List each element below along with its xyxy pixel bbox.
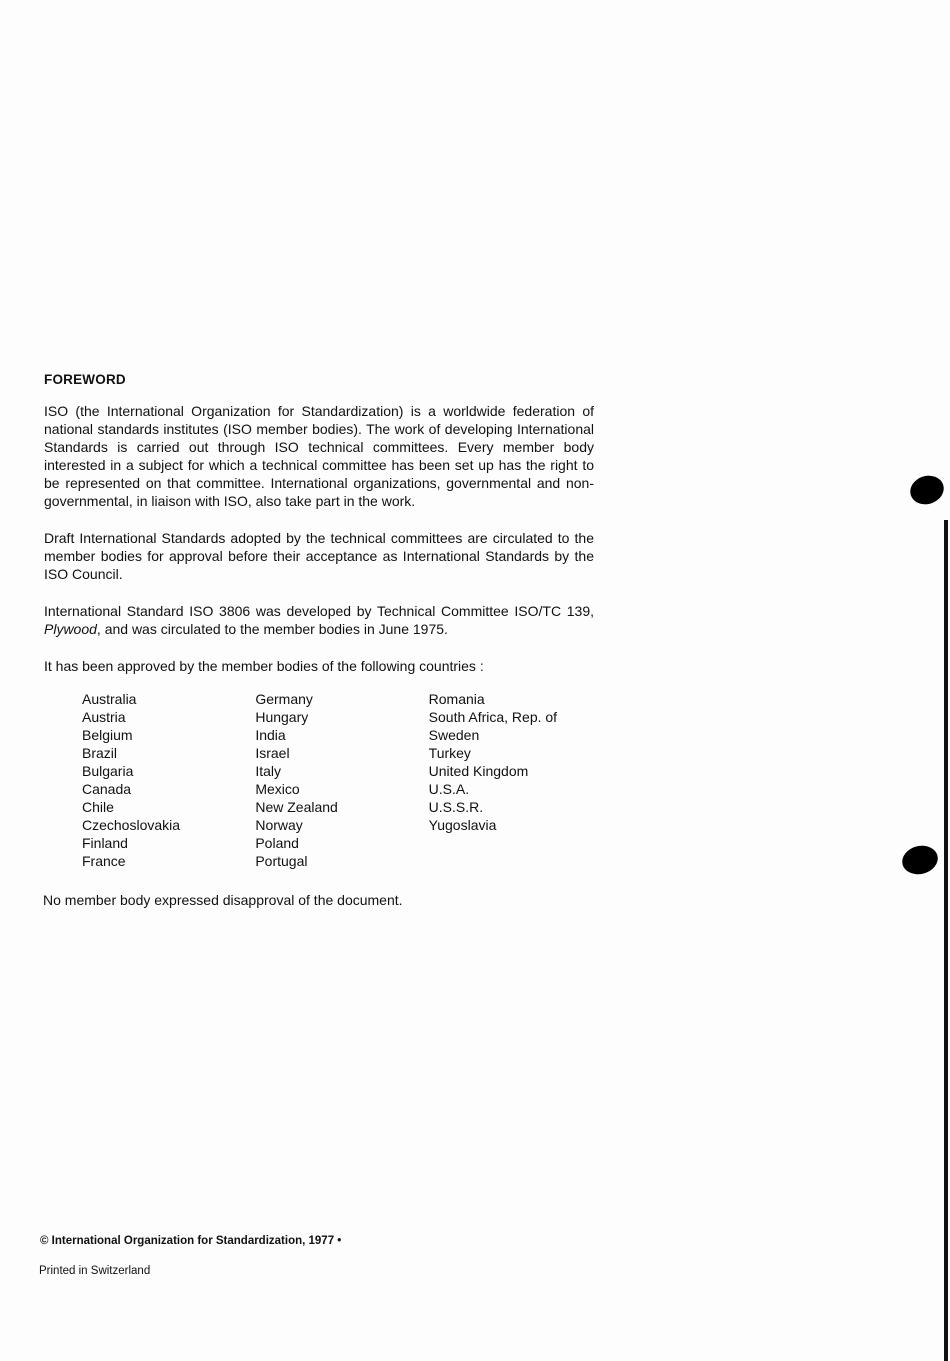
foreword-heading: FOREWORD	[44, 372, 126, 387]
country-column-1	[82, 690, 255, 870]
development-text-after: , and was circulated to the member bodies in June 1975.	[96, 621, 448, 637]
copyright-notice: © International Organization for Standardization, 1977 •	[40, 1235, 342, 1247]
country-item: Chile	[82, 799, 114, 815]
printed-location: Printed in Switzerland	[39, 1265, 151, 1277]
country-item: Brazil	[82, 745, 118, 761]
country-item: Mexico	[255, 781, 300, 797]
country-item: Sweden	[428, 727, 480, 743]
country-item: Turkey	[428, 745, 471, 761]
development-text-before: International Standard ISO 3806 was developed by Technical Committee ISO/TC 139,	[44, 603, 594, 619]
foreword-paragraph-draft: Draft International Standards adopted by the technical committees are circulated to the member bodies for approval before their acceptance as International Standards by the ISO Council.	[44, 530, 594, 582]
country-item: Norway	[255, 817, 303, 833]
country-item: Canada	[82, 781, 132, 797]
closing-statement: No member body expressed disapproval of the document.	[43, 892, 403, 908]
country-item: Romania	[428, 691, 485, 707]
binding-hole-mark	[907, 471, 948, 508]
country-item: New Zealand	[255, 799, 338, 815]
country-item: Australia	[82, 691, 137, 707]
country-item: Italy	[255, 763, 282, 779]
country-item: Hungary	[255, 709, 309, 725]
country-item: France	[82, 853, 126, 869]
country-item: Czechoslovakia	[82, 817, 181, 833]
development-committee-name: Plywood	[44, 621, 97, 637]
country-item: Belgium	[82, 727, 133, 743]
country-item: Austria	[82, 709, 126, 725]
country-item: U.S.A.	[428, 781, 470, 797]
country-item: India	[255, 727, 286, 743]
country-item: Bulgaria	[82, 763, 134, 779]
country-item: South Africa, Rep. of	[428, 709, 558, 725]
country-list	[82, 690, 602, 870]
country-item: United Kingdom	[428, 763, 529, 779]
country-item: Yugoslavia	[428, 817, 497, 833]
foreword-section	[44, 371, 594, 694]
country-column-2	[255, 690, 428, 870]
country-item: Finland	[82, 835, 128, 851]
binding-hole-mark	[899, 842, 941, 878]
country-item: Israel	[255, 745, 290, 761]
foreword-paragraph-development	[44, 602, 594, 638]
page-edge-line	[944, 520, 948, 1361]
country-item: Germany	[255, 691, 313, 707]
country-item: U.S.S.R.	[428, 799, 484, 815]
country-column-3	[429, 690, 602, 870]
foreword-paragraph-iso: ISO (the International Organization for Standardization) is a worldwide federation of national standards institutes (ISO member bodies). The work of developing International Standards is carried out through ISO technical committees. Every member body interested in a subject for which a technical committee has been set up has the right to be represented on that committee. International organizations, governmental and non-governmental, in liaison with ISO, also take part in the work.	[44, 403, 594, 509]
approval-intro: It has been approved by the member bodies of the following countries :	[44, 658, 484, 674]
country-item: Poland	[255, 835, 299, 851]
country-item: Portugal	[255, 853, 308, 869]
